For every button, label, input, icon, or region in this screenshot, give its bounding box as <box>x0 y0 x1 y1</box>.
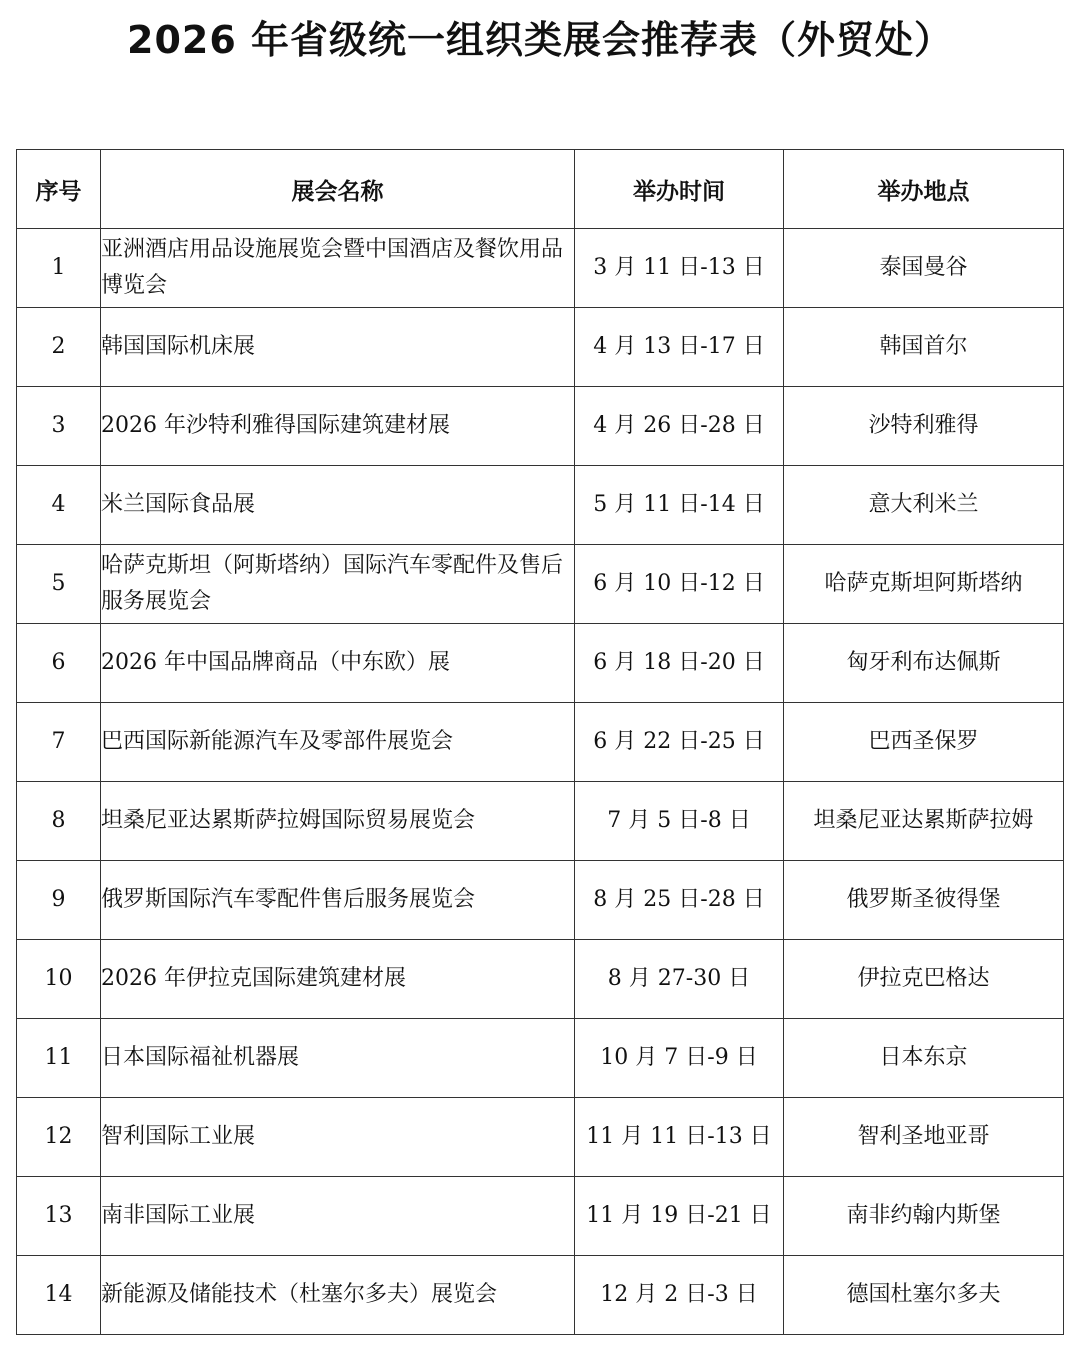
expo-name: 韩国国际机床展 <box>101 308 575 387</box>
expo-location: 日本东京 <box>784 1019 1064 1098</box>
table-row <box>17 1098 1064 1177</box>
row-index: 7 <box>17 703 101 782</box>
expo-time: 7 月 5 日-8 日 <box>575 782 784 861</box>
expo-name: 哈萨克斯坦（阿斯塔纳）国际汽车零配件及售后服务展览会 <box>101 545 575 624</box>
expo-time: 11 月 19 日-21 日 <box>575 1177 784 1256</box>
table-row <box>17 545 1064 624</box>
header-name: 展会名称 <box>101 150 575 229</box>
row-index: 1 <box>17 229 101 308</box>
expo-time: 6 月 10 日-12 日 <box>575 545 784 624</box>
expo-name: 新能源及储能技术（杜塞尔多夫）展览会 <box>101 1256 575 1335</box>
expo-time: 6 月 22 日-25 日 <box>575 703 784 782</box>
expo-name: 巴西国际新能源汽车及零部件展览会 <box>101 703 575 782</box>
expo-time: 6 月 18 日-20 日 <box>575 624 784 703</box>
table-row <box>17 387 1064 466</box>
table-row <box>17 466 1064 545</box>
expo-name: 亚洲酒店用品设施展览会暨中国酒店及餐饮用品博览会 <box>101 229 575 308</box>
table-row <box>17 308 1064 387</box>
table-row <box>17 1177 1064 1256</box>
page-title: 2026 年省级统一组织类展会推荐表（外贸处） <box>127 18 953 62</box>
expo-name: 2026 年伊拉克国际建筑建材展 <box>101 940 575 1019</box>
expo-name: 2026 年中国品牌商品（中东欧）展 <box>101 624 575 703</box>
row-index: 11 <box>17 1019 101 1098</box>
expo-name: 米兰国际食品展 <box>101 466 575 545</box>
row-index: 10 <box>17 940 101 1019</box>
expo-location: 坦桑尼亚达累斯萨拉姆 <box>784 782 1064 861</box>
table-row <box>17 1256 1064 1335</box>
table-row <box>17 624 1064 703</box>
expo-name: 智利国际工业展 <box>101 1098 575 1177</box>
expo-name: 坦桑尼亚达累斯萨拉姆国际贸易展览会 <box>101 782 575 861</box>
expo-location: 巴西圣保罗 <box>784 703 1064 782</box>
expo-time: 10 月 7 日-9 日 <box>575 1019 784 1098</box>
expo-time: 11 月 11 日-13 日 <box>575 1098 784 1177</box>
row-index: 2 <box>17 308 101 387</box>
expo-time: 4 月 26 日-28 日 <box>575 387 784 466</box>
row-index: 5 <box>17 545 101 624</box>
table-row <box>17 940 1064 1019</box>
expo-name: 日本国际福祉机器展 <box>101 1019 575 1098</box>
row-index: 3 <box>17 387 101 466</box>
expo-name: 俄罗斯国际汽车零配件售后服务展览会 <box>101 861 575 940</box>
expo-name: 南非国际工业展 <box>101 1177 575 1256</box>
row-index: 9 <box>17 861 101 940</box>
expo-location: 南非约翰内斯堡 <box>784 1177 1064 1256</box>
table-row <box>17 1019 1064 1098</box>
header-time: 举办时间 <box>575 150 784 229</box>
expo-location: 沙特利雅得 <box>784 387 1064 466</box>
row-index: 12 <box>17 1098 101 1177</box>
table-header-row <box>17 150 1064 229</box>
expo-location: 匈牙利布达佩斯 <box>784 624 1064 703</box>
expo-time: 4 月 13 日-17 日 <box>575 308 784 387</box>
expo-location: 泰国曼谷 <box>784 229 1064 308</box>
expo-time: 8 月 25 日-28 日 <box>575 861 784 940</box>
expo-location: 哈萨克斯坦阿斯塔纳 <box>784 545 1064 624</box>
header-index: 序号 <box>17 150 101 229</box>
table-row <box>17 782 1064 861</box>
table-row <box>17 861 1064 940</box>
exhibition-table <box>16 149 1064 1335</box>
row-index: 4 <box>17 466 101 545</box>
row-index: 6 <box>17 624 101 703</box>
expo-location: 智利圣地亚哥 <box>784 1098 1064 1177</box>
row-index: 8 <box>17 782 101 861</box>
table-row <box>17 703 1064 782</box>
expo-location: 俄罗斯圣彼得堡 <box>784 861 1064 940</box>
table-row <box>17 229 1064 308</box>
expo-location: 德国杜塞尔多夫 <box>784 1256 1064 1335</box>
row-index: 13 <box>17 1177 101 1256</box>
expo-location: 伊拉克巴格达 <box>784 940 1064 1019</box>
expo-time: 3 月 11 日-13 日 <box>575 229 784 308</box>
expo-time: 12 月 2 日-3 日 <box>575 1256 784 1335</box>
expo-time: 8 月 27-30 日 <box>575 940 784 1019</box>
row-index: 14 <box>17 1256 101 1335</box>
expo-name: 2026 年沙特利雅得国际建筑建材展 <box>101 387 575 466</box>
header-location: 举办地点 <box>784 150 1064 229</box>
expo-location: 意大利米兰 <box>784 466 1064 545</box>
expo-location: 韩国首尔 <box>784 308 1064 387</box>
expo-time: 5 月 11 日-14 日 <box>575 466 784 545</box>
table-body <box>17 229 1064 1335</box>
